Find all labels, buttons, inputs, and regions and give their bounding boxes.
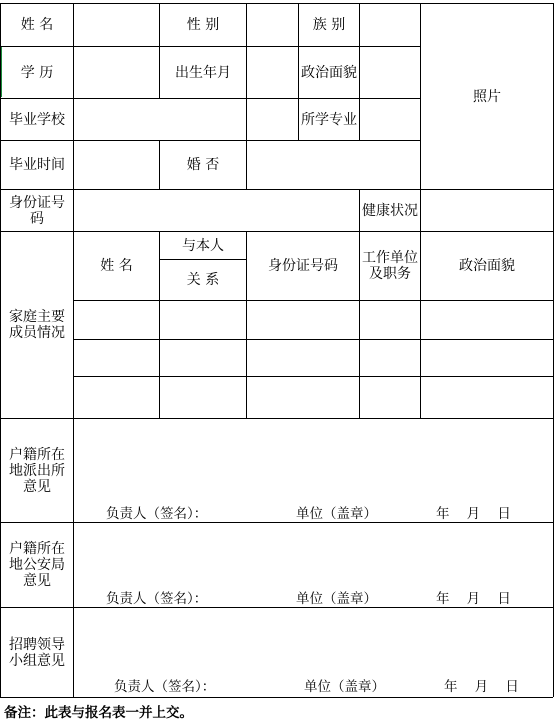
- graduated-school-label: 毕业学校: [9, 111, 65, 128]
- family-work-unit-header: 工作单位 及职务: [362, 250, 418, 282]
- police-station-signer: 负责人（签名）：: [106, 506, 208, 522]
- gender-label: 性 别: [186, 17, 220, 33]
- graduation-date-label: 毕业时间: [9, 157, 65, 173]
- health-status-label: 健康状况: [362, 202, 418, 219]
- name-label: 姓 名: [20, 17, 54, 33]
- graduated-school-cell[interactable]: [74, 99, 298, 140]
- education-cell[interactable]: [74, 47, 159, 98]
- public-security-signer: 负责人（签名）：: [106, 591, 208, 607]
- public-security-date: 年 月 日: [436, 591, 511, 607]
- political-status-cell[interactable]: [360, 47, 420, 98]
- grid-line: [0, 607, 553, 608]
- ethnicity-label: 族 别: [312, 17, 346, 33]
- grid-line: [73, 376, 553, 377]
- family-members-label: 家庭主要 成员情况: [9, 309, 65, 341]
- grid-line: [0, 522, 553, 523]
- form-note: 备注：此表与报名表一并上交。: [4, 705, 193, 721]
- id-number-label: 身份证号 码: [9, 194, 65, 227]
- gender-cell[interactable]: [247, 4, 298, 46]
- education-label: 学 历: [20, 64, 54, 81]
- grid-line: [0, 697, 553, 698]
- police-station-opinion-label: 户籍所在 地派出所 意见: [9, 446, 65, 495]
- police-station-date: 年 月 日: [436, 506, 511, 522]
- major-label: 所学专业: [301, 111, 357, 128]
- marital-status-cell[interactable]: [247, 141, 420, 189]
- major-cell[interactable]: [360, 99, 420, 140]
- id-number-cell[interactable]: [74, 190, 359, 231]
- recruitment-group-signer: 负责人（签名）：: [114, 679, 216, 695]
- recruitment-group-date: 年 月 日: [444, 679, 519, 695]
- birth-date-label: 出生年月: [175, 64, 231, 81]
- ethnicity-cell[interactable]: [360, 4, 420, 46]
- public-security-opinion-label: 户籍所在 地公安局 意见: [9, 541, 65, 589]
- health-status-cell[interactable]: [421, 190, 553, 231]
- grid-line: [0, 418, 553, 419]
- family-id-number-header: 身份证号码: [268, 258, 338, 274]
- graduation-date-cell[interactable]: [74, 141, 159, 189]
- police-station-unit: 单位（盖章）: [296, 506, 377, 522]
- political-status-label: 政治面貌: [301, 64, 357, 81]
- family-name-header: 姓 名: [100, 258, 133, 274]
- birth-date-cell[interactable]: [247, 47, 298, 98]
- grid-line: [73, 339, 553, 340]
- family-political-status-header: 政治面貌: [459, 258, 515, 274]
- photo-label: 照片: [473, 88, 501, 105]
- family-relation-header-top: 与本人: [182, 237, 224, 254]
- public-security-unit: 单位（盖章）: [296, 591, 377, 607]
- grid-line: [73, 300, 553, 301]
- recruitment-group-unit: 单位（盖章）: [304, 679, 385, 695]
- marital-status-label: 婚 否: [186, 157, 220, 173]
- family-relation-header-bottom: 关 系: [186, 272, 220, 288]
- name-cell[interactable]: [74, 4, 159, 46]
- grid-line: [553, 3, 554, 697]
- recruitment-group-opinion-label: 招聘领导 小组意见: [9, 636, 65, 669]
